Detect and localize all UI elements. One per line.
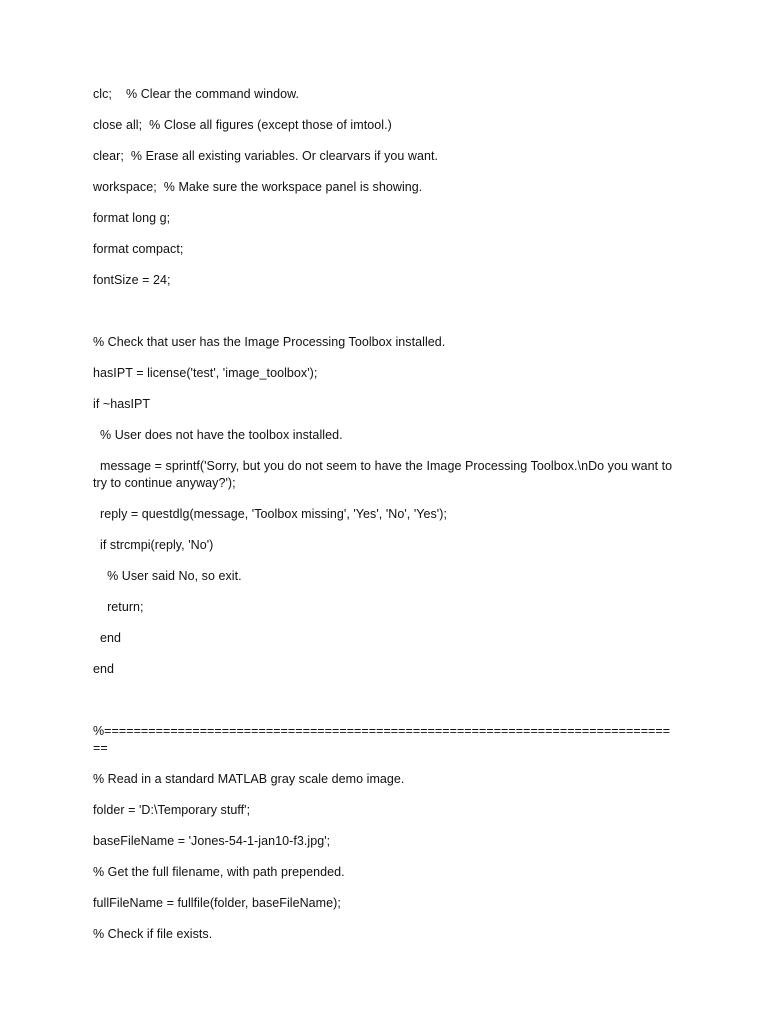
code-line: % Read in a standard MATLAB gray scale demo image. [93,772,405,786]
code-line: baseFileName = 'Jones-54-1-jan10-f3.jpg'; [93,834,331,848]
blank-line [93,303,673,320]
code-line: message = sprintf('Sorry, but you do not seem to have the Image Processing Toolbox.\nDo you want to try to continue anyway?'); [93,459,676,490]
code-text-block [93,86,676,957]
code-line: % Get the full filename, with path prepended. [93,865,345,879]
code-line: return; [93,600,144,614]
code-line: folder = 'D:\Temporary stuff'; [93,803,251,817]
code-line: if strcmpi(reply, 'No') [93,538,214,552]
code-line: clc; % Clear the command window. [93,87,299,101]
code-line: % User does not have the toolbox installed. [93,428,343,442]
code-line: workspace; % Make sure the workspace panel is showing. [93,180,423,194]
code-line: format compact; [93,242,184,256]
blank-line [93,692,673,709]
code-line: if ~hasIPT [93,397,151,411]
code-line: fullFileName = fullfile(folder, baseFileName); [93,896,341,910]
code-line: clear; % Erase all existing variables. Or clearvars if you want. [93,149,439,163]
code-line: % Check if file exists. [93,927,213,941]
code-line: end [93,631,122,645]
code-line: hasIPT = license('test', 'image_toolbox'); [93,366,318,380]
code-line: %=============================================================================== [93,724,671,755]
code-line: % User said No, so exit. [93,569,242,583]
code-line: fontSize = 24; [93,273,171,287]
code-line: % Check that user has the Image Processing Toolbox installed. [93,335,446,349]
code-line: reply = questdlg(message, 'Toolbox missing', 'Yes', 'No', 'Yes'); [93,507,447,521]
code-line: close all; % Close all figures (except those of imtool.) [93,118,392,132]
code-line: end [93,662,115,676]
code-line: format long g; [93,211,171,225]
